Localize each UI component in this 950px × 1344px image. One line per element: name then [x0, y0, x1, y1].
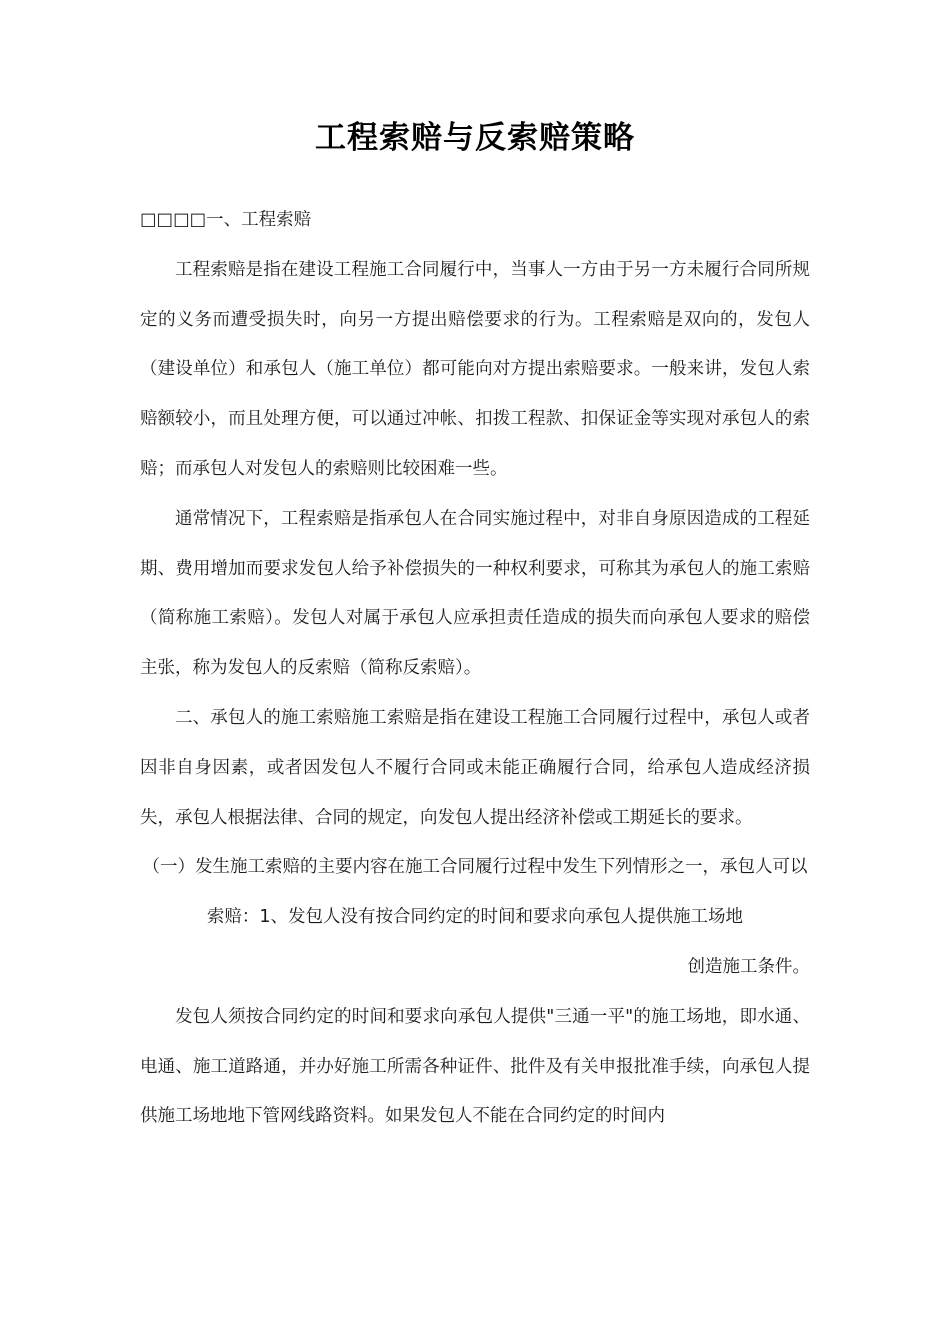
paragraph-2: 通常情况下，工程索赔是指承包人在合同实施过程中，对非自身原因造成的工程延期、费用增加而要求发包人给予补偿损失的一种权利要求，可称其为承包人的施工索赔（简称施工索赔）。发包人对属于承包人应承担责任造成的损失而向承包人要求的赔偿主张，称为发包人的反索赔（简称反索赔）。	[140, 508, 810, 679]
paragraph-4: 发包人须按合同约定的时间和要求向承包人提供"三通一平"的施工场地，即水通、电通、施工道路通，并办好施工所需各种证件、批件及有关申报批准手续，向承包人提供施工场地地下管网线路资料。如果发包人不能在合同约定的时间内	[140, 1006, 810, 1127]
document-body	[140, 196, 810, 1142]
centered-subsection: （一）发生施工索赔的主要内容在施工合同履行过程中发生下列情形之一，承包人可以索赔：1、发包人没有按合同约定的时间和要求向承包人提供施工场地	[142, 857, 808, 928]
right-aligned-line: 创造施工条件。	[687, 956, 810, 977]
section-heading: □□□□一、工程索赔	[140, 210, 312, 230]
paragraph-3: 二、承包人的施工索赔施工索赔是指在建设工程施工合同履行过程中，承包人或者因非自身因素，或者因发包人不履行合同或未能正确履行合同，给承包人造成经济损失，承包人根据法律、合同的规定，向发包人提出经济补偿或工期延长的要求。	[140, 707, 810, 828]
document-title: 工程索赔与反索赔策略	[315, 120, 635, 156]
paragraph-1: 工程索赔是指在建设工程施工合同履行中，当事人一方由于另一方未履行合同所规定的义务而遭受损失时，向另一方提出赔偿要求的行为。工程索赔是双向的，发包人（建设单位）和承包人（施工单位）都可能向对方提出索赔要求。一般来讲，发包人索赔额较小，而且处理方便，可以通过冲帐、扣拨工程款、扣保证金等实现对承包人的索赔；而承包人对发包人的索赔则比较困难一些。	[140, 259, 810, 479]
